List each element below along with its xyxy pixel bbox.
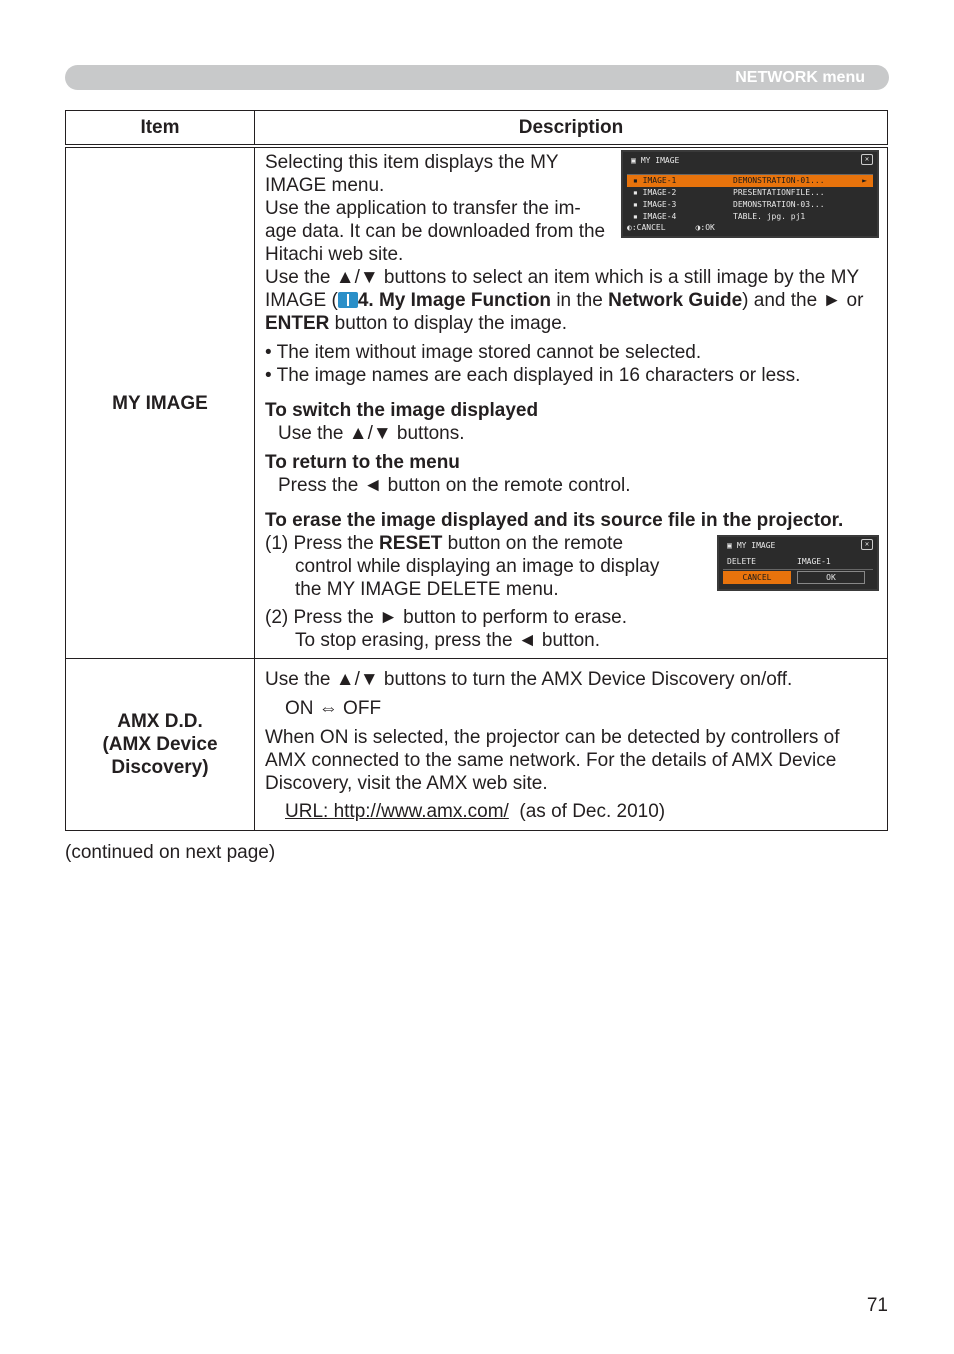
list-item bbox=[627, 187, 873, 199]
image-icon: ▪ bbox=[633, 200, 638, 209]
delete-menu-screenshot bbox=[717, 535, 879, 591]
table-header-row bbox=[66, 111, 888, 147]
list-item bbox=[627, 175, 873, 187]
erase-step-1-c: control while displaying an image to display bbox=[295, 556, 660, 577]
column-header-item: Item bbox=[66, 111, 255, 147]
image-name: IMAGE-1 bbox=[642, 176, 677, 185]
image-file: PRESENTATIONFILE... bbox=[733, 188, 825, 197]
close-icon: ✕ bbox=[861, 539, 873, 550]
erase-step-2: (2) Press the ► button to perform to erase. bbox=[265, 607, 628, 628]
description-amx bbox=[255, 659, 888, 831]
osd-title-text: MY IMAGE bbox=[736, 541, 776, 550]
erase-step-2-b: To stop erasing, press the ◄ button. bbox=[295, 630, 601, 651]
section-header-bar bbox=[65, 65, 889, 90]
image-file: DEMONSTRATION-01... bbox=[733, 176, 825, 185]
bullet-1: • The item without image stored cannot be selected. bbox=[265, 342, 702, 363]
enter-key: ENTER bbox=[265, 313, 330, 334]
column-header-description: Description bbox=[255, 111, 888, 147]
osd-title-text: MY IMAGE bbox=[640, 156, 680, 165]
amx-url-line bbox=[265, 800, 879, 823]
reference-link: 4. My Image Function bbox=[357, 290, 552, 311]
amx-line-1: Use the ▲/▼ buttons to turn the AMX Device Discovery on/off. bbox=[265, 669, 793, 690]
delete-target-row bbox=[723, 555, 873, 570]
continued-note: (continued on next page) bbox=[65, 842, 276, 863]
dpad-icon: ◑ bbox=[695, 223, 701, 232]
monitor-icon: ▣ bbox=[727, 541, 732, 550]
amx-url-link[interactable]: URL: http://www.amx.com/ bbox=[285, 801, 509, 822]
erase-step-1-b: button on the remote bbox=[442, 533, 624, 554]
close-icon: ✕ bbox=[861, 154, 873, 165]
book-icon bbox=[338, 292, 358, 308]
item-amx-dd bbox=[66, 659, 255, 831]
image-name: IMAGE-4 bbox=[642, 212, 677, 221]
osd-title bbox=[719, 537, 877, 555]
table-row bbox=[66, 659, 888, 831]
image-icon: ▪ bbox=[633, 188, 638, 197]
description-my-image bbox=[255, 146, 888, 659]
select-text-c: ) and the ► or bbox=[742, 290, 864, 311]
image-file: DEMONSTRATION-03... bbox=[733, 200, 825, 209]
osd-footer bbox=[627, 222, 715, 234]
bullet-2: • The image names are each displayed in 16 characters or less. bbox=[265, 365, 801, 386]
erase-step-1-d: the MY IMAGE DELETE menu. bbox=[295, 579, 559, 600]
select-instruction bbox=[265, 266, 879, 335]
amx-toggle: ON ⇔ OFF bbox=[285, 698, 382, 719]
osd-ok-hint: :OK bbox=[700, 223, 715, 232]
item-my-image: MY IMAGE bbox=[66, 146, 255, 659]
select-text-a: Use the ▲/▼ buttons to select an item which is a still image by the MY IMAGE ( bbox=[265, 267, 859, 311]
monitor-icon: ▣ bbox=[631, 156, 636, 165]
intro-line-2: Use the application to transfer the im-age data. It can be downloaded from the Hitachi web site. bbox=[265, 198, 606, 265]
list-item bbox=[627, 199, 873, 211]
image-name: IMAGE-2 bbox=[642, 188, 677, 197]
return-text: Press the ◄ button on the remote control. bbox=[278, 475, 631, 496]
page-number: 71 bbox=[866, 1295, 888, 1316]
switch-text: Use the ▲/▼ buttons. bbox=[278, 423, 465, 444]
osd-title bbox=[623, 152, 877, 170]
osd-cancel-hint: :CANCEL bbox=[631, 223, 666, 232]
image-file: TABLE. jpg. pj1 bbox=[733, 212, 806, 221]
image-icon: ▪ bbox=[633, 212, 638, 221]
return-heading: To return to the menu bbox=[265, 452, 460, 473]
amx-url-note: (as of Dec. 2010) bbox=[508, 801, 666, 822]
delete-target: IMAGE-1 bbox=[797, 557, 831, 566]
guide-name: Network Guide bbox=[608, 290, 743, 311]
switch-heading: To switch the image displayed bbox=[265, 400, 539, 421]
select-text-d: button to display the image. bbox=[329, 313, 568, 334]
osd-ok-button: OK bbox=[797, 571, 865, 584]
item-amx-line-1: AMX D.D. bbox=[117, 711, 203, 732]
left-button-icon: ◐ bbox=[627, 223, 632, 232]
my-image-menu-screenshot bbox=[621, 150, 879, 238]
reset-key: RESET bbox=[379, 533, 443, 554]
amx-line-2: When ON is selected, the projector can be detected by controllers of AMX connected to the same network. For the details of AMX Device Discovery, visit the AMX web site. bbox=[265, 727, 840, 794]
erase-heading: To erase the image displayed and its source file in the projector. bbox=[265, 510, 844, 531]
network-menu-table bbox=[65, 110, 888, 831]
table-row bbox=[66, 146, 888, 659]
section-title: NETWORK menu bbox=[735, 69, 865, 86]
arrow-right-icon: ► bbox=[862, 176, 867, 185]
image-name: IMAGE-3 bbox=[642, 200, 677, 209]
intro-line-1: Selecting this item displays the MY IMAGE menu. bbox=[265, 152, 559, 196]
erase-step-1-a: (1) Press the bbox=[265, 533, 380, 554]
osd-image-list bbox=[627, 174, 873, 223]
delete-label: DELETE bbox=[727, 557, 756, 566]
osd-cancel-button: CANCEL bbox=[723, 571, 791, 584]
select-text-b: in the bbox=[551, 290, 609, 311]
delete-buttons-row bbox=[723, 570, 873, 584]
image-icon: ▪ bbox=[633, 176, 638, 185]
item-amx-line-2: (AMX Device bbox=[102, 734, 218, 755]
item-amx-line-3: Discovery) bbox=[111, 757, 209, 778]
